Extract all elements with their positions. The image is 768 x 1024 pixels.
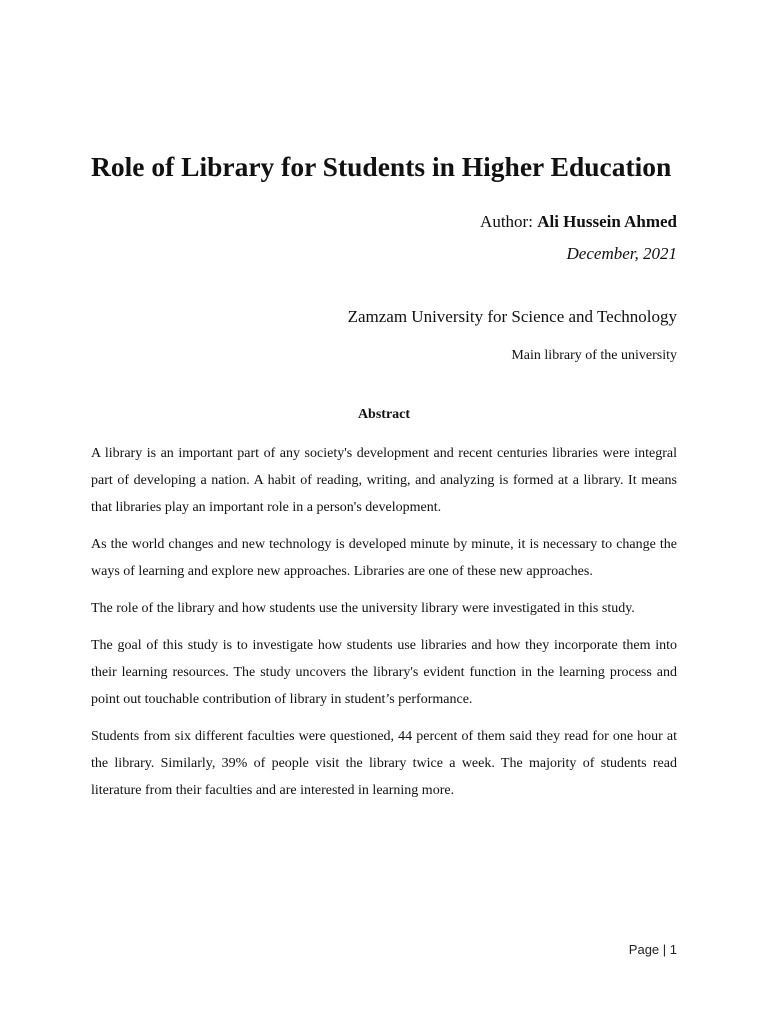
abstract-paragraph: The role of the library and how students use the university library were investigated in this study. <box>91 601 635 616</box>
university-name: Zamzam University for Science and Technology <box>347 307 677 326</box>
publication-date: December, 2021 <box>566 244 677 263</box>
abstract-paragraph: A library is an important part of any society's development and recent centuries libraries were integral part of developing a nation. A habit of reading, writing, and analyzing is formed at a library. It means that libraries play an important role in a person's development. <box>91 446 677 515</box>
author-line <box>480 212 677 232</box>
abstract-paragraph: Students from six different faculties were questioned, 44 percent of them said they read for one hour at the library. Similarly, 39% of people visit the library twice a week. The majority of students read literature from their faculties and are interested in learning more. <box>91 729 677 798</box>
abstract-paragraph: The goal of this study is to investigate how students use libraries and how they incorporate them into their learning resources. The study uncovers the library's evident function in the learning process and point out touchable contribution of library in student’s performance. <box>91 638 677 707</box>
abstract-body <box>91 440 677 814</box>
page-title: Role of Library for Students in Higher Education <box>91 151 672 182</box>
library-name: Main library of the university <box>511 348 677 363</box>
author-name: Ali Hussein Ahmed <box>537 212 677 231</box>
author-label: Author: <box>480 212 538 231</box>
abstract-heading: Abstract <box>357 407 411 422</box>
page-number: Page | 1 <box>628 942 677 957</box>
abstract-paragraph: As the world changes and new technology is developed minute by minute, it is necessary to change the ways of learning and explore new approaches. Libraries are one of these new approaches. <box>91 537 677 579</box>
